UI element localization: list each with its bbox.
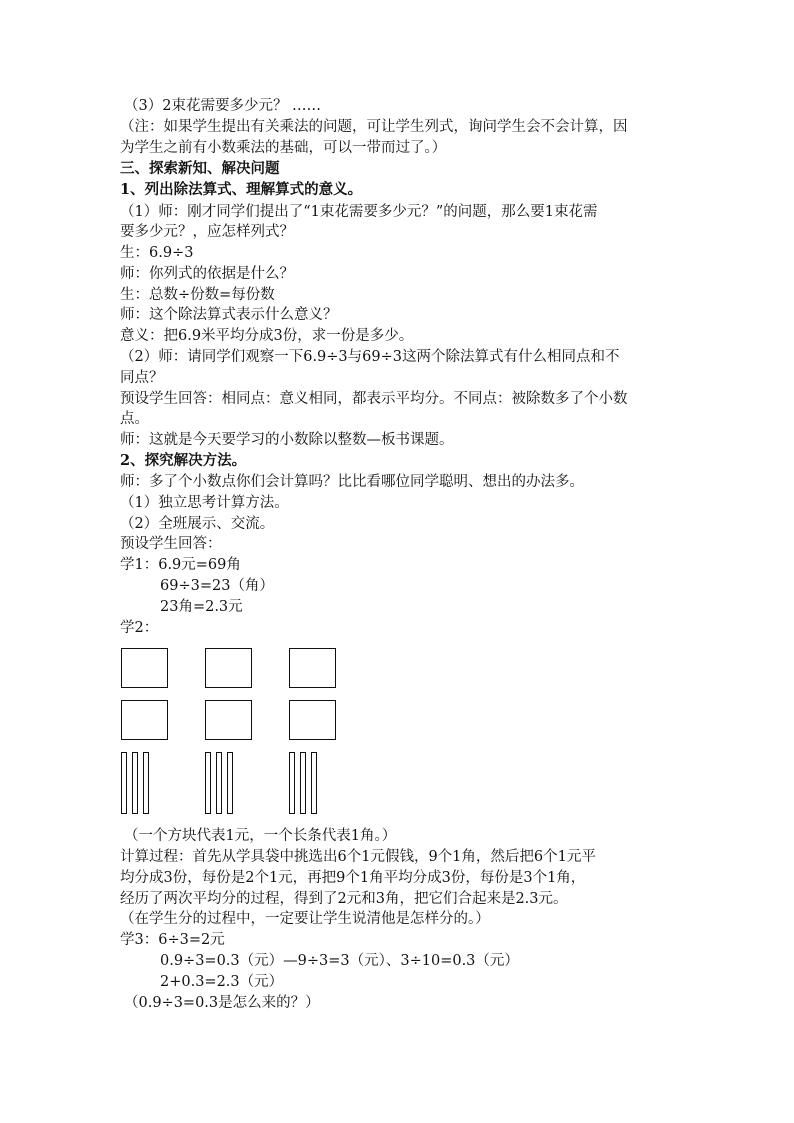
text-line: （1）独立思考计算方法。: [120, 495, 289, 511]
text-line: （1）师：刚才同学们提出了“1束花需要多少元？”的问题，那么要1束花需: [120, 204, 598, 220]
text-line: 师：这个除法算式表示什么意义？: [120, 307, 338, 323]
text-line: 预设学生回答：: [120, 536, 222, 552]
jiao-strip: [300, 752, 306, 814]
text-line: 师：这就是今天要学习的小数除以整数—板书课题。: [120, 432, 454, 448]
text-line: 为学生之前有小数乘法的基础，可以一带而过了。）: [120, 140, 447, 156]
section-heading: 三、探索新知、解决问题: [120, 160, 280, 177]
yuan-block: [205, 648, 252, 688]
text-line: 同点？: [120, 370, 164, 386]
jiao-strip: [311, 752, 317, 814]
yuan-block: [205, 700, 252, 740]
text-line: 均分成3份，每份是2个1元，再把9个1角平均分成3份，每份是3个1角，: [120, 870, 586, 886]
text-line: （2）师：请同学们观察一下6.9÷3与69÷3这两个除法算式有什么相同点和不: [120, 349, 620, 365]
text-line: 生：总数÷份数=每份数: [120, 287, 275, 303]
jiao-strip: [289, 752, 295, 814]
jiao-strip: [227, 752, 233, 814]
text-line: 学2：: [120, 620, 159, 636]
text-line: 23角=2.3元: [160, 599, 243, 615]
subsection-heading: 2、探究解决方法。: [120, 452, 247, 469]
jiao-strip: [205, 752, 211, 814]
text-line: 师：你列式的依据是什么？: [120, 266, 294, 282]
text-line: 师：多了个小数点你们会计算吗？比比看哪位同学聪明、想出的办法多。: [120, 474, 584, 490]
jiao-strip: [143, 752, 149, 814]
text-line: （3）2束花需要多少元？ ……: [124, 98, 322, 114]
text-line: 点。: [120, 411, 149, 427]
yuan-block: [289, 648, 336, 688]
text-line: 要多少元？，应怎样列式？: [120, 224, 294, 240]
text-line: 69÷3=23（角）: [160, 578, 274, 594]
text-line: 经历了两次平均分的过程，得到了2元和3角，把它们合起来是2.3元。: [120, 891, 568, 907]
jiao-strip: [121, 752, 127, 814]
jiao-strip: [132, 752, 138, 814]
text-line: （一个方块代表1元，一个长条代表1角。）: [124, 828, 397, 844]
text-line: （0.9÷3=0.3是怎么来的？）: [124, 995, 320, 1011]
text-line: 预设学生回答：相同点：意义相同，都表示平均分。不同点：被除数多了个小数: [120, 391, 628, 407]
text-line: （注：如果学生提出有关乘法的问题，可让学生列式，询问学生会不会计算，因: [120, 119, 628, 135]
text-line: 意义：把6.9米平均分成3份，求一份是多少。: [120, 328, 414, 344]
text-line: 学3：6÷3=2元: [120, 932, 225, 948]
text-line: 学1：6.9元=69角: [120, 557, 241, 573]
text-line: 2+0.3=2.3（元）: [160, 974, 284, 990]
yuan-block: [121, 648, 168, 688]
text-line: （2）全班展示、交流。: [120, 516, 275, 532]
text-line: 0.9÷3=0.3（元）—9÷3=3（元）、3÷10=0.3（元）: [160, 953, 519, 969]
text-line: （在学生分的过程中，一定要让学生说清他是怎样分的。）: [120, 911, 490, 927]
yuan-block: [289, 700, 336, 740]
text-line: 计算过程：首先从学具袋中挑选出6个1元假钱，9个1角，然后把6个1元平: [120, 849, 596, 865]
yuan-block: [121, 700, 168, 740]
text-line: 生：6.9÷3: [120, 245, 194, 261]
jiao-strip: [216, 752, 222, 814]
subsection-heading: 1、列出除法算式、理解算式的意义。: [120, 181, 363, 198]
